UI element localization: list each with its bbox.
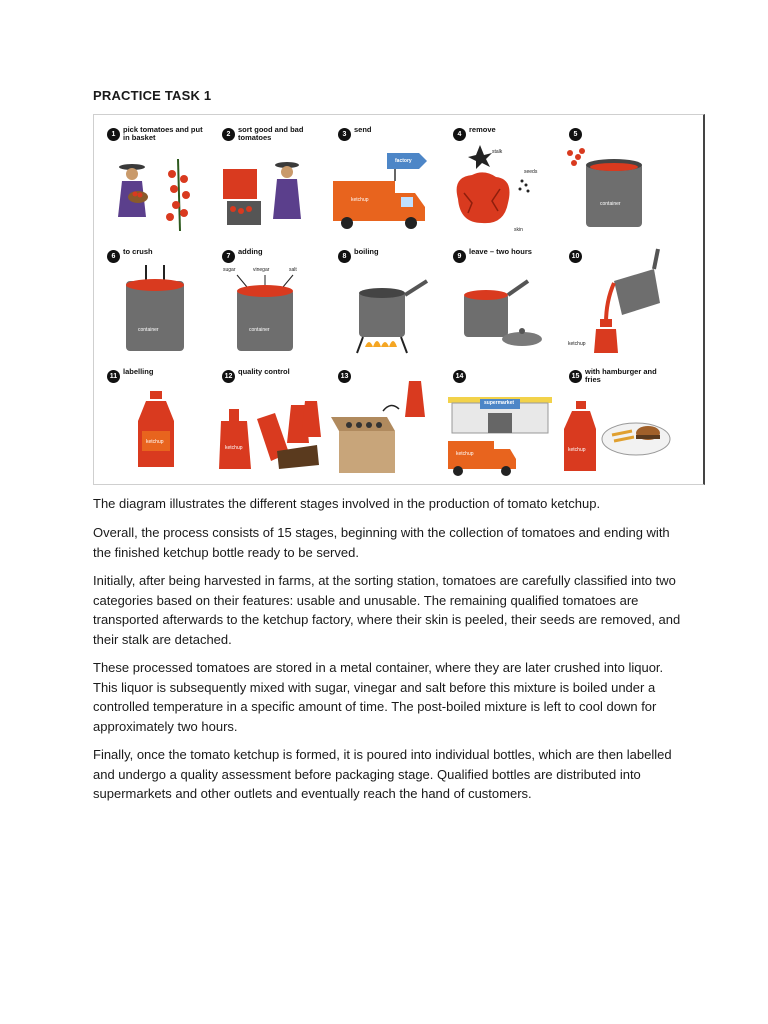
container-text-7: container bbox=[249, 327, 270, 333]
step-14-panel bbox=[444, 361, 556, 483]
bottle-ketchup-text-12: ketchup bbox=[225, 445, 243, 451]
step-8-label: boiling bbox=[354, 247, 379, 256]
step-7-panel bbox=[213, 241, 325, 363]
step-9-number: 9 bbox=[453, 250, 466, 263]
labelled-bottle-illustration bbox=[98, 361, 210, 483]
step-3-panel bbox=[329, 119, 441, 241]
step-3-label: send bbox=[354, 125, 372, 134]
step-1-label: pick tomatoes and put in basket bbox=[123, 125, 203, 142]
factory-sign-text: factory bbox=[395, 158, 412, 164]
step-12-label: quality control bbox=[238, 367, 290, 376]
container-text-5: container bbox=[600, 201, 621, 207]
paragraph-body-3: Finally, once the tomato ketchup is formed, it is poured into individual bottles, which are then labelled and undergo a quality assessment before packaging stage. Qualified bottles are distributed into supermarkets and other outlets and eventually reach the hand of customers. bbox=[93, 747, 672, 801]
salt-text: salt bbox=[289, 267, 297, 273]
page-title: PRACTICE TASK 1 bbox=[93, 88, 212, 103]
step-8-number: 8 bbox=[338, 250, 351, 263]
bottle-ketchup-text-15: ketchup bbox=[568, 447, 586, 453]
step-8-panel bbox=[329, 241, 441, 363]
step-5-panel bbox=[560, 119, 672, 241]
peeled-tomato-illustration bbox=[444, 119, 556, 241]
delivery-truck-illustration bbox=[329, 119, 441, 241]
seeds-text: seeds bbox=[524, 169, 538, 175]
paragraph-overview: Overall, the process consists of 15 stages, beginning with the collection of tomatoes and ending with the finished ketchup bottle ready to be served. bbox=[93, 525, 670, 560]
skin-text: skin bbox=[514, 227, 523, 233]
crushing-container-illustration bbox=[98, 241, 210, 363]
step-3-number: 3 bbox=[338, 128, 351, 141]
step-4-label: remove bbox=[469, 125, 496, 134]
step-15-panel bbox=[560, 361, 672, 483]
tomatoes-into-container-illustration bbox=[560, 119, 672, 241]
paragraph-body-2: These processed tomatoes are stored in a metal container, where they are later crushed into liquor. This liquor is subsequently mixed with sugar, vinegar and salt before this mixture is boiled under a controlled temperature in a specific amount of time. The post-boiled mixture is left to cool down for approximately two hours. bbox=[93, 660, 664, 734]
step-6-number: 6 bbox=[107, 250, 120, 263]
boiling-pot-illustration bbox=[329, 241, 441, 363]
supermarket-sign-text: supermarket bbox=[484, 400, 515, 406]
supermarket-truck-illustration bbox=[444, 361, 556, 483]
step-13-panel bbox=[329, 361, 441, 483]
step-10-panel bbox=[560, 241, 672, 363]
paragraph-body-1: Initially, after being harvested in farms, at the sorting station, tomatoes are carefully classified into two categories based on their features: usable and unusable. The remaining qualified tomatoes are transported afterwards to the ketchup factory, where their skin is peeled, their seeds are removed, and their stalk are detached. bbox=[93, 573, 681, 647]
step-7-number: 7 bbox=[222, 250, 235, 263]
step-9-label: leave – two hours bbox=[469, 247, 532, 256]
quality-control-bottles-illustration bbox=[213, 361, 325, 483]
paragraph-intro: The diagram illustrates the different stages involved in the production of tomato ketchup. bbox=[93, 496, 601, 511]
step-11-label: labelling bbox=[123, 367, 154, 376]
step-1-panel bbox=[98, 119, 210, 241]
step-12-panel bbox=[213, 361, 325, 483]
step-5-number: 5 bbox=[569, 128, 582, 141]
step-10-number: 10 bbox=[569, 250, 582, 263]
container-text-6: container bbox=[138, 327, 159, 333]
bottle-ketchup-text-11: ketchup bbox=[146, 439, 164, 445]
truck-ketchup-text: ketchup bbox=[351, 197, 369, 203]
sorting-illustration bbox=[213, 119, 325, 241]
step-7-label: adding bbox=[238, 247, 263, 256]
step-2-number: 2 bbox=[222, 128, 235, 141]
served-meal-illustration bbox=[560, 361, 672, 483]
truck-ketchup-text-14: ketchup bbox=[456, 451, 474, 457]
step-1-number: 1 bbox=[107, 128, 120, 141]
step-2-panel bbox=[213, 119, 325, 241]
vinegar-text: vinegar bbox=[253, 267, 270, 273]
ketchup-process-diagram bbox=[93, 114, 705, 485]
packaging-box-illustration bbox=[329, 361, 441, 483]
step-13-number: 13 bbox=[338, 370, 351, 383]
step-9-panel bbox=[444, 241, 556, 363]
step-4-panel bbox=[444, 119, 556, 241]
adding-ingredients-illustration bbox=[213, 241, 325, 363]
step-15-number: 15 bbox=[569, 370, 582, 383]
step-11-panel bbox=[98, 361, 210, 483]
step-4-number: 4 bbox=[453, 128, 466, 141]
cooling-pot-illustration bbox=[444, 241, 556, 363]
sugar-text: sugar bbox=[223, 267, 236, 273]
step-12-number: 12 bbox=[222, 370, 235, 383]
step-6-label: to crush bbox=[123, 247, 153, 256]
step-14-number: 14 bbox=[453, 370, 466, 383]
step-11-number: 11 bbox=[107, 370, 120, 383]
tomato-picker-illustration bbox=[98, 119, 210, 241]
stalk-text: stalk bbox=[492, 149, 503, 155]
step-15-label: with hamburger and fries bbox=[585, 367, 657, 384]
step-2-label: sort good and bad tomatoes bbox=[238, 125, 304, 142]
step-6-panel bbox=[98, 241, 210, 363]
bottle-ketchup-text-10: ketchup bbox=[568, 341, 586, 347]
